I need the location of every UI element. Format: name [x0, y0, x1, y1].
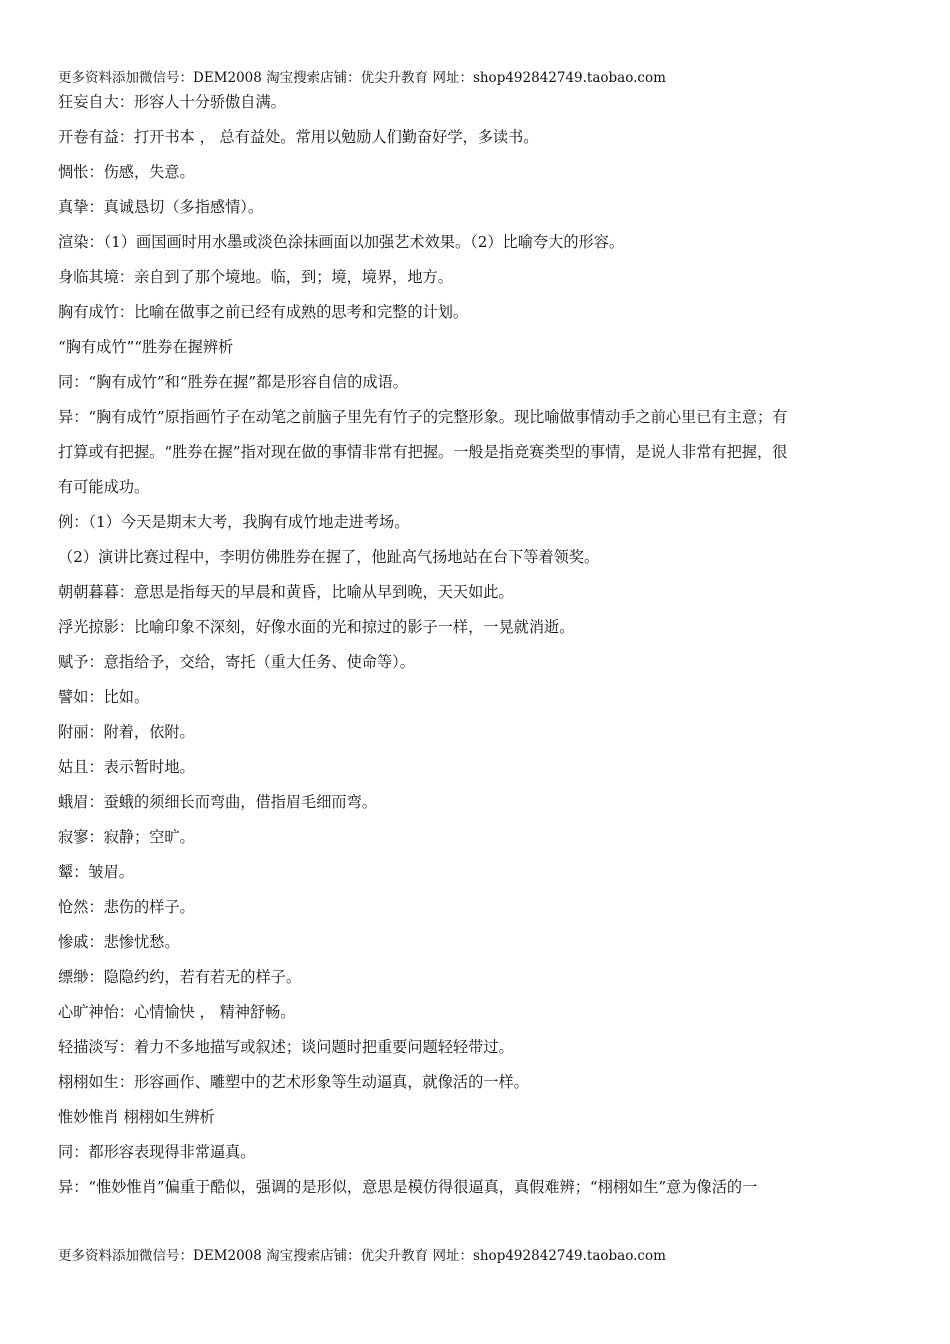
- comparison-diff-1-line-1: 异：“胸有成竹”原指画竹子在动笔之前脑子里先有竹子的完整形象。现比喻做事情动手之前心里已有主意；有: [58, 408, 788, 426]
- entry-shenlin-qijing: 身临其境：亲自到了那个境地。临，到；境，境界，地方。: [58, 268, 453, 286]
- entry-zhenzhi: 真挚：真诚恳切（多指感情）。: [58, 198, 264, 216]
- example-1: 例：（1）今天是期末大考，我胸有成竹地走进考场。: [58, 513, 410, 531]
- entry-fuyu: 赋予：意指给予，交给，寄托（重大任务、使命等）。: [58, 653, 415, 671]
- entry-xuxu-rusheng: 栩栩如生：形容画作、雕塑中的艺术形象等生动逼真，就像活的一样。: [58, 1073, 529, 1091]
- entry-piru: 譬如：比如。: [58, 688, 150, 706]
- entry-qingmiao-danxie: 轻描淡写：着力不多地描写或叙述；谈问题时把重要问题轻轻带过。: [58, 1038, 514, 1056]
- entry-piaomiao: 缥缈：隐隐约约，若有若无的样子。: [58, 968, 301, 986]
- entry-jiliao: 寂寥：寂静；空旷。: [58, 828, 195, 846]
- document-body: [58, 89, 894, 1209]
- comparison-diff-1-line-2: 打算或有把握。“胜券在握”指对现在做的事情非常有把握。一般是指竞赛类型的事情，是说人非常有把握，很: [58, 443, 788, 461]
- entry-kuangwang-zida: 狂妄自大：形容人十分骄傲自满。: [58, 93, 286, 111]
- entry-pin: 颦：皱眉。: [58, 863, 134, 881]
- comparison-heading-2: 惟妙惟肖 栩栩如生辨析: [58, 1108, 215, 1126]
- entry-fuguang-lueying: 浮光掠影：比喻印象不深刻，好像水面的光和掠过的影子一样，一晃就消逝。: [58, 618, 575, 636]
- entry-xuanran: 渲染：（1）画国画时用水墨或淡色涂抹画面以加强艺术效果。（2）比喻夸大的形容。: [58, 233, 625, 251]
- entry-chuangran: 怆然：悲伤的样子。: [58, 898, 195, 916]
- entry-canqi: 惨戚：悲惨忧愁。: [58, 933, 180, 951]
- entry-fuli: 附丽：附着，依附。: [58, 723, 195, 741]
- page-header-note: 更多资料添加微信号：DEM2008 淘宝搜索店铺：优尖升教育 网址：shop492842749.taobao.com: [58, 70, 666, 86]
- comparison-heading-1: “胸有成竹”“胜券在握辨析: [58, 338, 234, 356]
- page-footer-note: 更多资料添加微信号：DEM2008 淘宝搜索店铺：优尖升教育 网址：shop492842749.taobao.com: [58, 1248, 666, 1264]
- entry-zhaozhao-mumu: 朝朝暮暮：意思是指每天的早晨和黄昏，比喻从早到晚，天天如此。: [58, 583, 514, 601]
- entry-xinkuang-shenyi: 心旷神怡：心情愉快 ， 精神舒畅。: [58, 1003, 296, 1021]
- entry-emei: 蛾眉：蚕蛾的须细长而弯曲，借指眉毛细而弯。: [58, 793, 377, 811]
- entry-xiongyou-chengzhu: 胸有成竹：比喻在做事之前已经有成熟的思考和完整的计划。: [58, 303, 469, 321]
- comparison-diff-1-line-3: 有可能成功。: [58, 478, 150, 496]
- example-2: （2）演讲比赛过程中，李明仿佛胜券在握了，他趾高气扬地站在台下等着领奖。: [58, 548, 600, 566]
- comparison-same-2: 同：都形容表现得非常逼真。: [58, 1143, 256, 1161]
- entry-kaijuan-youyi: 开卷有益：打开书本 ， 总有益处。常用以勉励人们勤奋好学，多读书。: [58, 128, 539, 146]
- entry-guqie: 姑且：表示暂时地。: [58, 758, 195, 776]
- comparison-same-1: 同：“胸有成竹”和“胜券在握”都是形容自信的成语。: [58, 373, 408, 391]
- entry-chouchang: 惆怅：伤感，失意。: [58, 163, 195, 181]
- comparison-diff-2-line-1: 异：“惟妙惟肖”偏重于酷似，强调的是形似，意思是模仿得很逼真，真假难辨；“栩栩如生”意为像活的一: [58, 1178, 758, 1196]
